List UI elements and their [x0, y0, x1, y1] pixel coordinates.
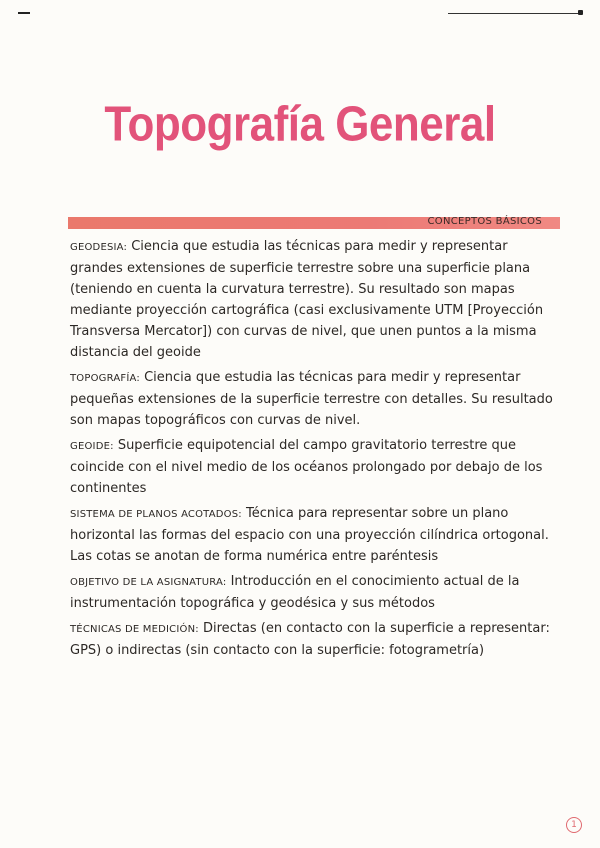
section-label: CONCEPTOS BÁSICOS [427, 216, 542, 227]
entry-geoide [70, 435, 556, 499]
page-number: 1 [566, 817, 582, 833]
entry-term: TOPOGRAFÍA: [70, 373, 140, 384]
entry-geodesia [70, 236, 556, 363]
entry-term: SISTEMA DE PLANOS ACOTADOS: [70, 509, 242, 520]
entry-term: TÉCNICAS DE MEDICIÓN: [70, 624, 199, 635]
entry-term: OBJETIVO DE LA ASIGNATURA: [70, 577, 227, 588]
page-title: Topografía General [104, 97, 496, 152]
entry-term: GEOIDE: [70, 441, 114, 452]
entry-text: Introducción en el conocimiento actual de la instrumentación topográfica y geodésica y sus métodos [70, 574, 520, 611]
entry-text: Ciencia que estudia las técnicas para medir y representar grandes extensiones de superficie terrestre sobre una superficie plana (teniendo en cuenta la curvatura terrestre). Su resultado son mapas mediante proyección cartográfica (casi exclusivamente UTM [Proyección Transversa Mercator]) con curvas de nivel, que unen puntos a la misma distancia del geoide [70, 239, 544, 360]
entry-text: Ciencia que estudia las técnicas para medir y representar pequeñas extensiones de la superficie terrestre con detalles. Su resultado son mapas topográficos con curvas de nivel. [70, 370, 553, 428]
entry-text: Superficie equipotencial del campo gravitatorio terrestre que coincide con el nivel medio de los océanos prolongado por debajo de los continentes [70, 438, 543, 496]
entry-topografia [70, 367, 556, 431]
notes-body [70, 236, 556, 665]
entry-tecnicas-medicion [70, 618, 556, 661]
entry-sistema-planos-acotados [70, 503, 556, 567]
top-right-dot [578, 10, 583, 15]
top-left-mark [18, 12, 30, 14]
entry-text: Directas (en contacto con la superficie a representar: GPS) o indirectas (sin contacto con la superficie: fotogrametría) [70, 621, 550, 658]
entry-text: Técnica para representar sobre un plano horizontal las formas del espacio con una proyección cilíndrica ortogonal. Las cotas se anotan de forma numérica entre paréntesis [70, 506, 549, 564]
entry-objetivo-asignatura [70, 571, 556, 614]
top-right-line [448, 13, 578, 14]
entry-term: GEODESIA: [70, 242, 128, 253]
